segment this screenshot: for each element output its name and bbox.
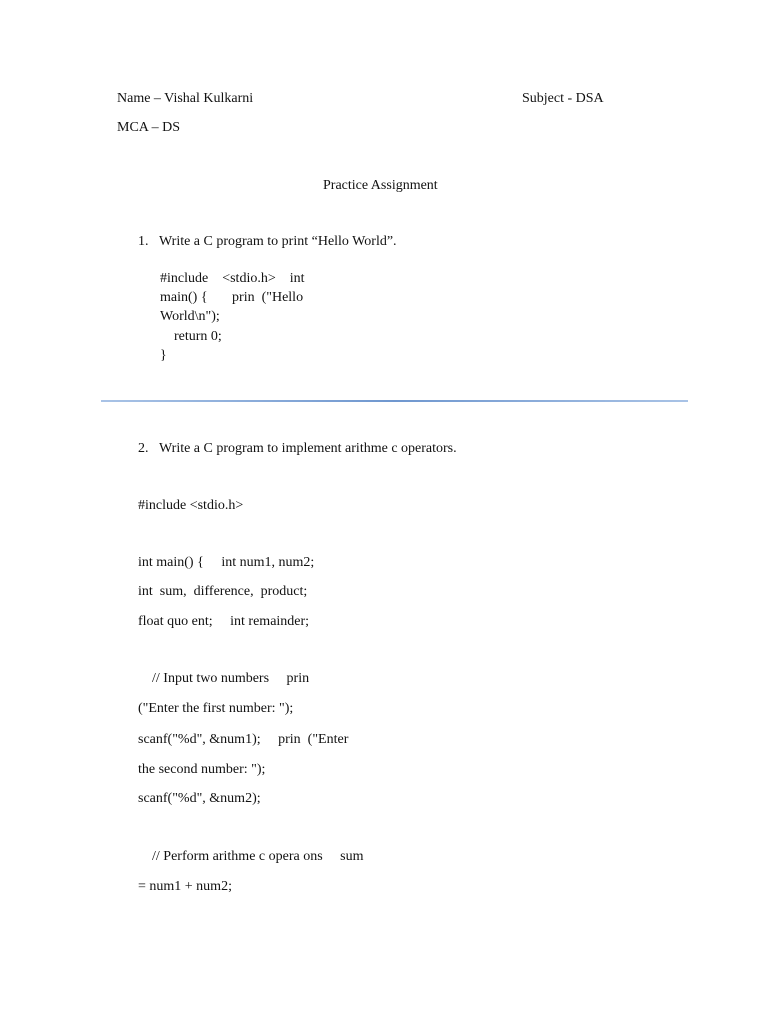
q1-code-line: #include <stdio.h> int	[160, 271, 305, 286]
q2-code-line: // Perform arithme c opera ons sum	[138, 849, 364, 864]
q1-code-line: main() { prin ("Hello	[160, 290, 304, 305]
q2-code-line: int sum, difference, product;	[138, 584, 308, 599]
q2-code-line: the second number: ");	[138, 762, 266, 777]
q1-code-line: }	[160, 348, 167, 363]
question-2-text: Write a C program to implement arithme c operators.	[159, 441, 457, 456]
q2-code-line: ("Enter the first number: ");	[138, 701, 294, 716]
subject-label: Subject - DSA	[522, 91, 604, 106]
student-name: Name – Vishal Kulkarni	[117, 91, 254, 106]
section-divider	[101, 400, 688, 402]
question-1-text: Write a C program to print “Hello World”.	[159, 234, 397, 249]
q2-code-line: #include <stdio.h>	[138, 498, 244, 513]
question-1-number: 1.	[138, 234, 149, 249]
q2-code-line: scanf("%d", &num1); prin ("Enter	[138, 732, 349, 747]
question-2-number: 2.	[138, 441, 149, 456]
q2-code-line: // Input two numbers prin	[138, 671, 310, 686]
q2-code-line: int main() { int num1, num2;	[138, 555, 315, 570]
page-title: Practice Assignment	[323, 178, 438, 193]
program-label: MCA – DS	[117, 120, 181, 135]
q1-code-line: World\n");	[160, 309, 220, 324]
q2-code-line: = num1 + num2;	[138, 879, 232, 894]
q1-code-line: return 0;	[160, 329, 222, 344]
q2-code-line: float quo ent; int remainder;	[138, 614, 310, 629]
q2-code-line: scanf("%d", &num2);	[138, 791, 261, 806]
